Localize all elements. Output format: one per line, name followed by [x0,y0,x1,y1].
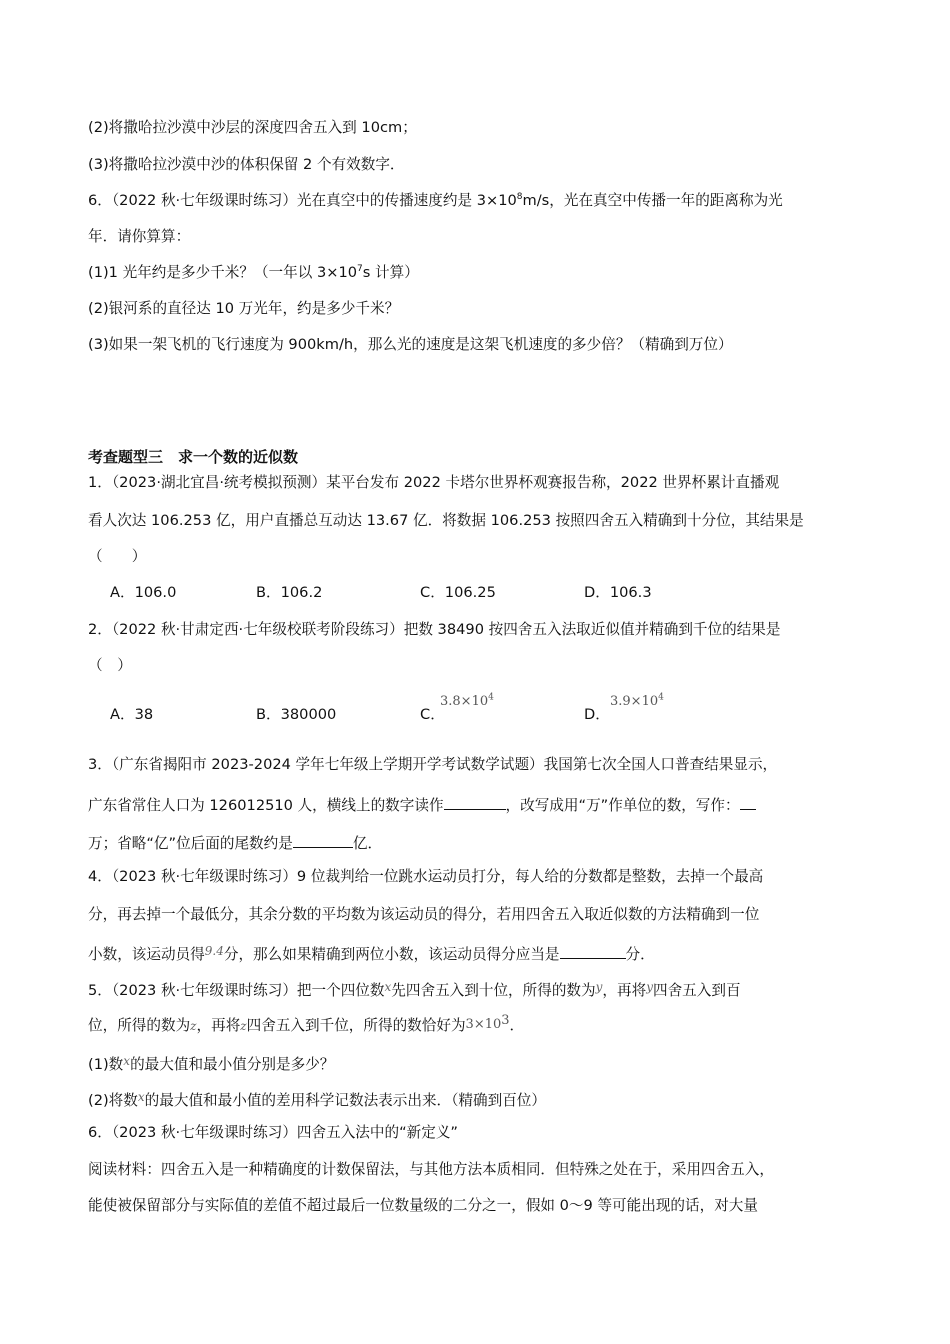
answer-blank[interactable] [740,793,756,810]
text-line: (3)将撒哈拉沙漠中沙的体积保留 2 个有效数字． [88,156,405,173]
text: (1)1 光年约是多少千米？（一年以 3×10 [88,264,358,281]
formula: 3.9×10 [610,694,659,709]
sub-question-3: (3)如果一架飞机的飞行速度为 900km/h，那么光的速度是这架飞机速度的多少倍？（精确到万位） [88,336,733,353]
exponent: 4 [488,692,494,703]
question-3-line [88,831,382,854]
text: 的最大值和最小值的差用科学记数法表示出来．（精确到百位） [144,1092,546,1109]
option-c-formula [440,692,494,712]
question-6-line: 阅读材料：四舍五入是一种精确度的计数保留法，与其他方法本质相同．但特殊之处在于，采用四舍五入， [88,1161,774,1178]
question-2-line: （ ） [88,657,132,674]
option-a: A．106.0 [110,584,177,601]
question-3-line: 3．（广东省揭阳市 2023-2024 学年七年级上学期开学考试数学试题）我国第七次全国人口普查结果显示， [88,756,778,773]
answer-blank[interactable] [293,831,353,848]
text: ，改写成用“万”作单位的数，写作： [505,797,740,814]
question-6-stem [88,191,783,211]
question-5-line [88,977,741,1001]
question-6-line: 能使被保留部分与实际值的差值不超过最后一位数量级的二分之一，假如 0～9 等可能出现的话，对大量 [88,1197,758,1214]
variable: z [240,1019,247,1033]
question-6-line: 6．（2023 秋·七年级课时练习）四舍五入法中的“新定义” [88,1124,458,1141]
question-1-line: 看人次达 106.253 亿，用户直播总互动达 13.67 亿．将数据 106.253 按照四舍五入精确到十分位，其结果是 [88,512,804,529]
variable: x [123,1054,131,1068]
text: 5．（2023 秋·七年级课时练习）把一个四位数 [88,982,385,999]
option-c: C． [420,706,445,723]
text: (1)数 [88,1056,124,1073]
sub-question-1 [88,263,419,283]
option-b: B．106.2 [256,584,323,601]
question-5-line [88,1015,524,1036]
text: 分，那么如果精确到两位小数，该运动员得分应当是 [223,946,560,963]
text: 四舍五入到千位，所得的数恰好为 [246,1017,466,1034]
question-4-line: 4．（2023 秋·七年级课时练习）9 位裁判给一位跳水运动员打分，每人给的分数都是整数，去掉一个最高 [88,868,764,885]
question-3-line [88,793,756,816]
variable: x [384,980,392,994]
text: 亿． [352,835,383,852]
formula: 9.4 [204,944,224,958]
sub-question-1 [88,1051,334,1075]
text-line: 年．请你算算： [88,228,191,245]
text: 分． [625,946,655,963]
text: ，再将 [196,1017,241,1034]
text: 位，所得的数为 [88,1017,191,1034]
variable: z [190,1019,197,1033]
option-d: D．106.3 [584,584,652,601]
exponent: 8 [516,192,523,203]
text-line: (2)将撒哈拉沙漠中沙层的深度四舍五入到 10cm； [88,119,417,136]
option-a: A．38 [110,706,154,723]
text: ． [509,1017,525,1034]
question-1-line: （ ） [88,548,147,565]
text: (2)将数 [88,1092,138,1109]
option-c: C．106.25 [420,584,496,601]
text: ，再将 [602,982,647,999]
question-1-line: 1．（2023·湖北宜昌·统考模拟预测）某平台发布 2022 卡塔尔世界杯观赛报告称，2022 世界杯累计直播观 [88,474,780,491]
variable: x [137,1090,145,1104]
sub-question-2 [88,1087,546,1111]
formula: 3×10 [465,1017,502,1032]
text: s 计算） [362,264,419,281]
text: 万；省略“亿”位后面的尾数约是 [88,835,293,852]
exponent: 4 [658,692,664,703]
option-d: D． [584,706,610,723]
text: 6．（2022 秋·七年级课时练习）光在真空中的传播速度约是 3×10 [88,192,517,209]
question-2-line: 2．（2022 秋·甘肃定西·七年级校联考阶段练习）把数 38490 按四舍五入法取近似值并精确到千位的结果是 [88,621,781,638]
text: 广东省常住人口为 126012510 人，横线上的数字读作 [88,797,444,814]
section-heading: 考查题型三 求一个数的近似数 [88,448,299,466]
option-d-formula [610,692,664,712]
answer-blank[interactable] [560,942,626,959]
variable: y [646,980,653,994]
exponent: 3 [501,1013,510,1029]
exponent: 7 [357,264,363,275]
text: 小数，该运动员得 [88,946,205,963]
question-4-line: 分，再去掉一个最低分，其余分数的平均数为该运动员的得分，若用四舍五入取近似数的方法精确到一位 [88,906,760,923]
answer-blank[interactable] [444,793,506,810]
option-b: B．380000 [256,706,337,723]
text: 先四舍五入到十位，所得的数为 [391,982,596,999]
text: m/s，光在真空中传播一年的距离称为光 [522,192,783,209]
sub-question-2: (2)银河系的直径达 10 万光年，约是多少千米？ [88,300,400,317]
text: 的最大值和最小值分别是多少？ [130,1056,335,1073]
formula: 3.8×10 [440,694,489,709]
variable: y [595,980,603,994]
text: 四舍五入到百 [652,982,741,999]
question-4-line [88,941,655,965]
